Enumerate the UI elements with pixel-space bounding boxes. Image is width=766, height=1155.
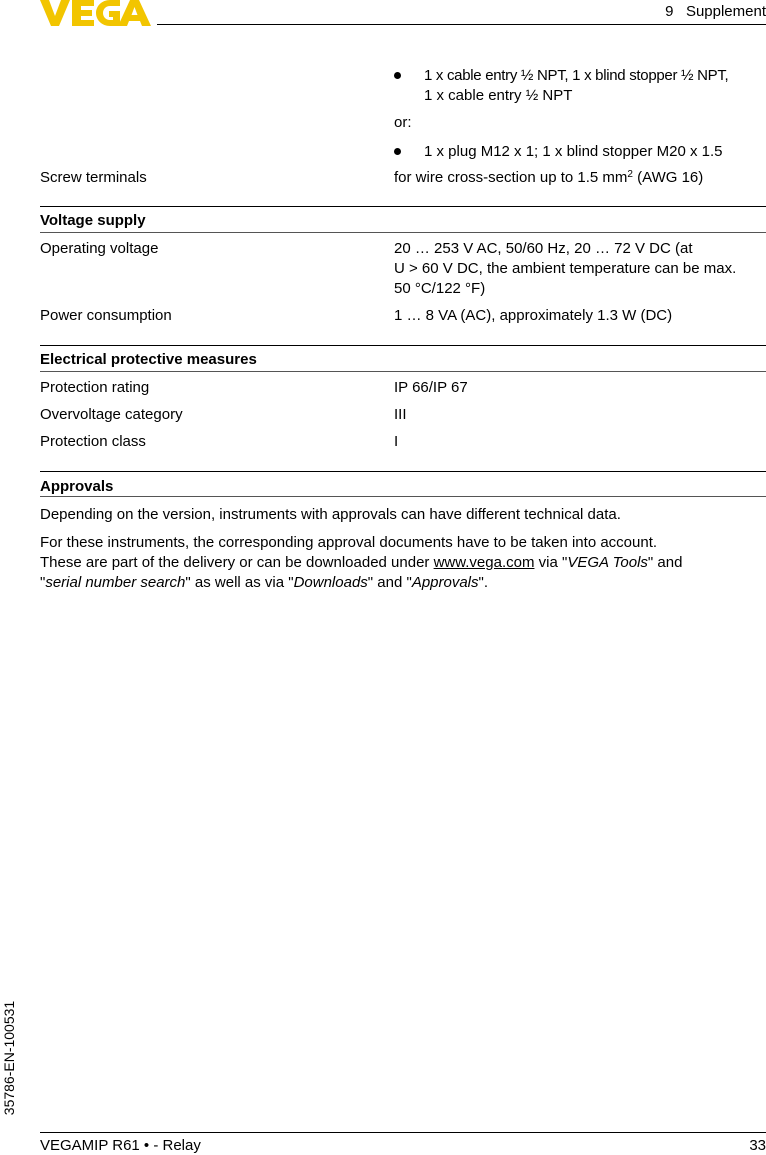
screw-terminals-label: Screw terminals <box>40 169 147 186</box>
page-number: 33 <box>749 1137 766 1154</box>
footer-rule <box>40 1132 766 1133</box>
bullet-dot <box>394 148 401 155</box>
cable-entry-bullet1-line1: 1 x cable entry ½ NPT, 1 x blind stopper ½ NPT, <box>424 67 729 84</box>
serial-number-search-term: serial number search <box>45 574 186 591</box>
operating-voltage-line1: 20 … 253 V AC, 50/60 Hz, 20 … 72 V DC (at <box>394 240 693 257</box>
text-run: " as well as via " <box>185 574 294 591</box>
text-run: " and " <box>367 574 412 591</box>
approvals-paragraph-2-line3 <box>40 574 488 591</box>
downloads-term: Downloads <box>293 574 368 591</box>
protection-class-label: Protection class <box>40 433 146 450</box>
text-run: " and <box>647 554 683 571</box>
screw-terminals-value-text: for wire cross-section up to 1.5 mm <box>394 169 628 186</box>
header-rule <box>157 24 766 25</box>
overvoltage-category-label: Overvoltage category <box>40 406 183 423</box>
section-top-rule <box>40 345 766 346</box>
screw-terminals-value-suffix: (AWG 16) <box>632 169 704 186</box>
section-top-rule <box>40 471 766 472</box>
footer-product: VEGAMIP R61 • - Relay <box>40 1137 201 1154</box>
bullet-dot <box>394 72 401 79</box>
chapter-title: 9 Supplement <box>665 3 766 20</box>
power-consumption-value: 1 … 8 VA (AC), approximately 1.3 W (DC) <box>394 307 673 324</box>
text-run: via " <box>534 554 568 571</box>
cable-entry-bullet1-line2: 1 x cable entry ½ NPT <box>424 87 573 104</box>
operating-voltage-label: Operating voltage <box>40 240 159 257</box>
approvals-paragraph-1: Depending on the version, instruments with approvals can have different technical data. <box>40 506 621 523</box>
superscript: 2 <box>627 169 633 180</box>
approvals-paragraph-2-line2 <box>40 554 682 571</box>
section-title-underline <box>40 371 766 372</box>
voltage-supply-title: Voltage supply <box>40 212 146 229</box>
operating-voltage-line2: U > 60 V DC, the ambient temperature can be max. <box>394 260 737 277</box>
document-code: 35786-EN-100531 <box>1 1000 17 1116</box>
protection-rating-value: IP 66/IP 67 <box>394 379 468 396</box>
electrical-protective-title: Electrical protective measures <box>40 351 257 368</box>
protection-rating-label: Protection rating <box>40 379 150 396</box>
vega-tools-term: VEGA Tools <box>567 554 648 571</box>
text-run: ". <box>478 574 489 591</box>
operating-voltage-line3: 50 °C/122 °F) <box>394 280 486 297</box>
approvals-title: Approvals <box>40 478 114 495</box>
power-consumption-label: Power consumption <box>40 307 172 324</box>
cable-entry-bullet2: 1 x plug M12 x 1; 1 x blind stopper M20 x 1.5 <box>424 143 723 160</box>
text-run: These are part of the delivery or can be downloaded under <box>40 554 434 571</box>
screw-terminals-value <box>394 169 703 186</box>
overvoltage-category-value: III <box>394 406 407 423</box>
approvals-paragraph-2-line1: For these instruments, the corresponding approval documents have to be taken into account. <box>40 534 658 551</box>
section-title-underline <box>40 496 766 497</box>
protection-class-value: I <box>394 433 399 450</box>
section-title-underline <box>40 232 766 233</box>
approvals-term: Approvals <box>411 574 479 591</box>
vega-website-link[interactable]: www.vega.com <box>433 554 535 571</box>
cable-entry-or: or: <box>394 114 412 131</box>
text-run: " <box>40 574 46 591</box>
section-top-rule <box>40 206 766 207</box>
